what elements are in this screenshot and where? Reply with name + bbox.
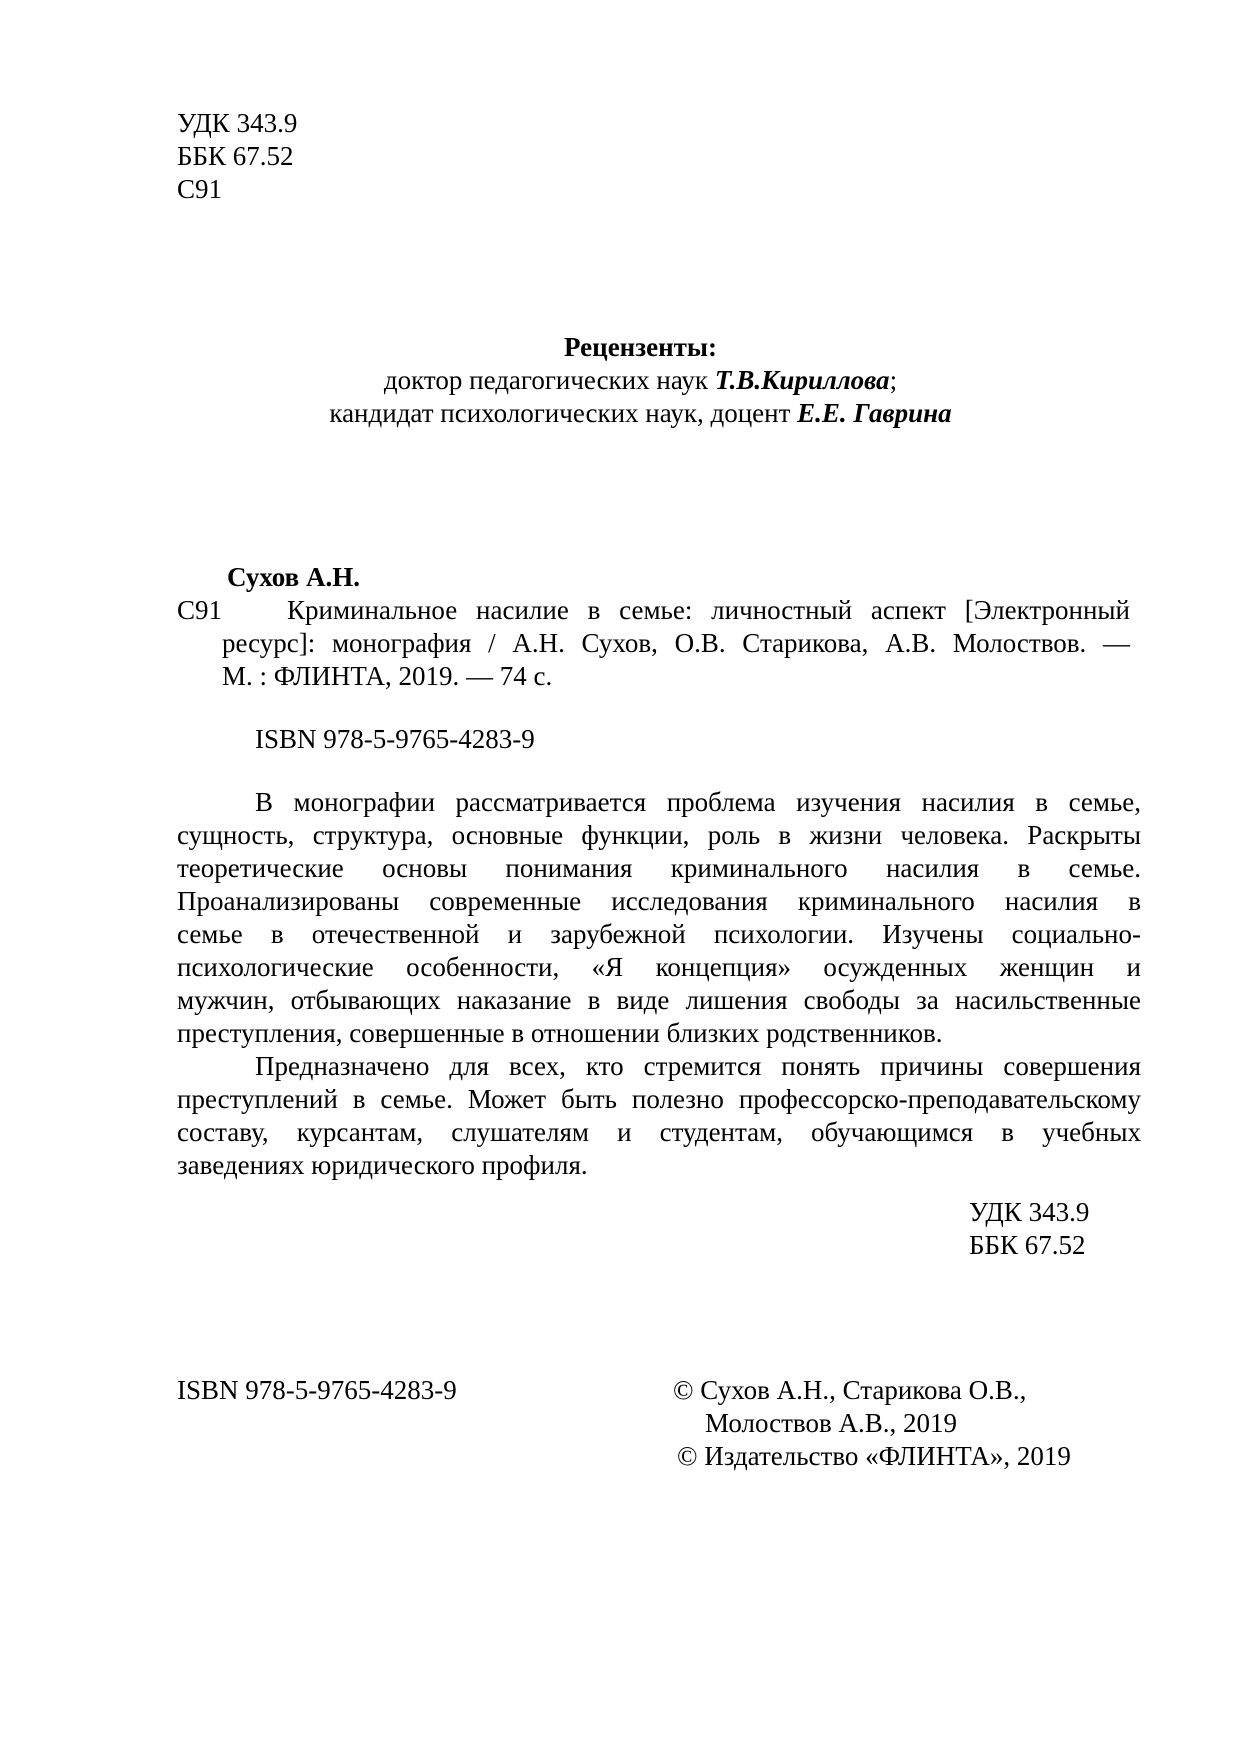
record-code: С91 bbox=[177, 595, 223, 625]
abstract-p1-line-6: психологические особенности, «Я концепция» осужденных женщин и bbox=[177, 952, 1141, 982]
reviewer-1-prefix: доктор педагогических наук bbox=[383, 365, 715, 395]
bbk-top: ББК 67.52 bbox=[177, 141, 294, 171]
udk-bottom: УДК 343.9 bbox=[969, 1197, 1090, 1227]
abstract-p1-line-3: теоретические основы понимания криминального насилия в семье. bbox=[177, 853, 1141, 883]
record-author: Сухов А.Н. bbox=[227, 562, 360, 592]
abstract-p1-line-7: мужчин, отбывающих наказание в виде лишения свободы за насильственные bbox=[177, 985, 1141, 1015]
abstract-p2-line-2: преступлений в семье. Может быть полезно профессорско-преподавательскому bbox=[177, 1084, 1141, 1114]
abstract-p2-line-1: Предназначено для всех, кто стремится понять причины совершения bbox=[255, 1051, 1141, 1081]
reviewer-2 bbox=[20, 397, 1241, 430]
abstract-p2-line-3: составу, курсантам, слушателям и студентам, обучающимся в учебных bbox=[177, 1117, 1141, 1147]
record-line-3: М. : ФЛИНТА, 2019. — 74 с. bbox=[222, 661, 553, 691]
record-isbn: ISBN 978-5-9765-4283-9 bbox=[255, 724, 535, 754]
reviewer-1 bbox=[20, 364, 1241, 397]
abstract-p1-line-5: семье в отечественной и зарубежной психологии. Изучены социально- bbox=[177, 919, 1141, 949]
abstract-p1-line-8: преступления, совершенные в отношении близких родственников. bbox=[177, 1018, 943, 1048]
reviewer-1-name: Т.В.Кириллова bbox=[714, 365, 890, 395]
reviewers-heading: Рецензенты: bbox=[564, 332, 717, 362]
udk-top: УДК 343.9 bbox=[177, 108, 298, 138]
reviewer-1-suffix: ; bbox=[889, 365, 898, 395]
record-line-2: ресурс]: монография / А.Н. Сухов, О.В. Старикова, А.В. Молоствов. — bbox=[222, 628, 1130, 658]
copyright-authors: © Сухов А.Н., Старикова О.В., bbox=[673, 1375, 1027, 1405]
bbk-bottom: ББК 67.52 bbox=[969, 1230, 1086, 1260]
abstract-p2-line-4: заведениях юридического профиля. bbox=[177, 1150, 588, 1180]
abstract-p1-line-1: В монографии рассматривается проблема изучения насилия в семье, bbox=[255, 787, 1141, 817]
record-line-1: Криминальное насилие в семье: личностный аспект [Электронный bbox=[287, 595, 1130, 625]
copyright-authors-cont: Молоствов А.В., 2019 bbox=[705, 1408, 957, 1438]
author-code-top: С91 bbox=[177, 174, 223, 204]
footer-isbn: ISBN 978-5-9765-4283-9 bbox=[177, 1375, 457, 1405]
reviewer-2-name: Е.Е. Гаврина bbox=[797, 398, 952, 428]
abstract-p1-line-2: сущность, структура, основные функции, роль в жизни человека. Раскрыты bbox=[177, 820, 1141, 850]
copyright-publisher: © Издательство «ФЛИНТА», 2019 bbox=[677, 1441, 1071, 1471]
reviewer-2-prefix: кандидат психологических наук, доцент bbox=[329, 398, 798, 428]
abstract-p1-line-4: Проанализированы современные исследования криминального насилия в bbox=[177, 886, 1141, 916]
